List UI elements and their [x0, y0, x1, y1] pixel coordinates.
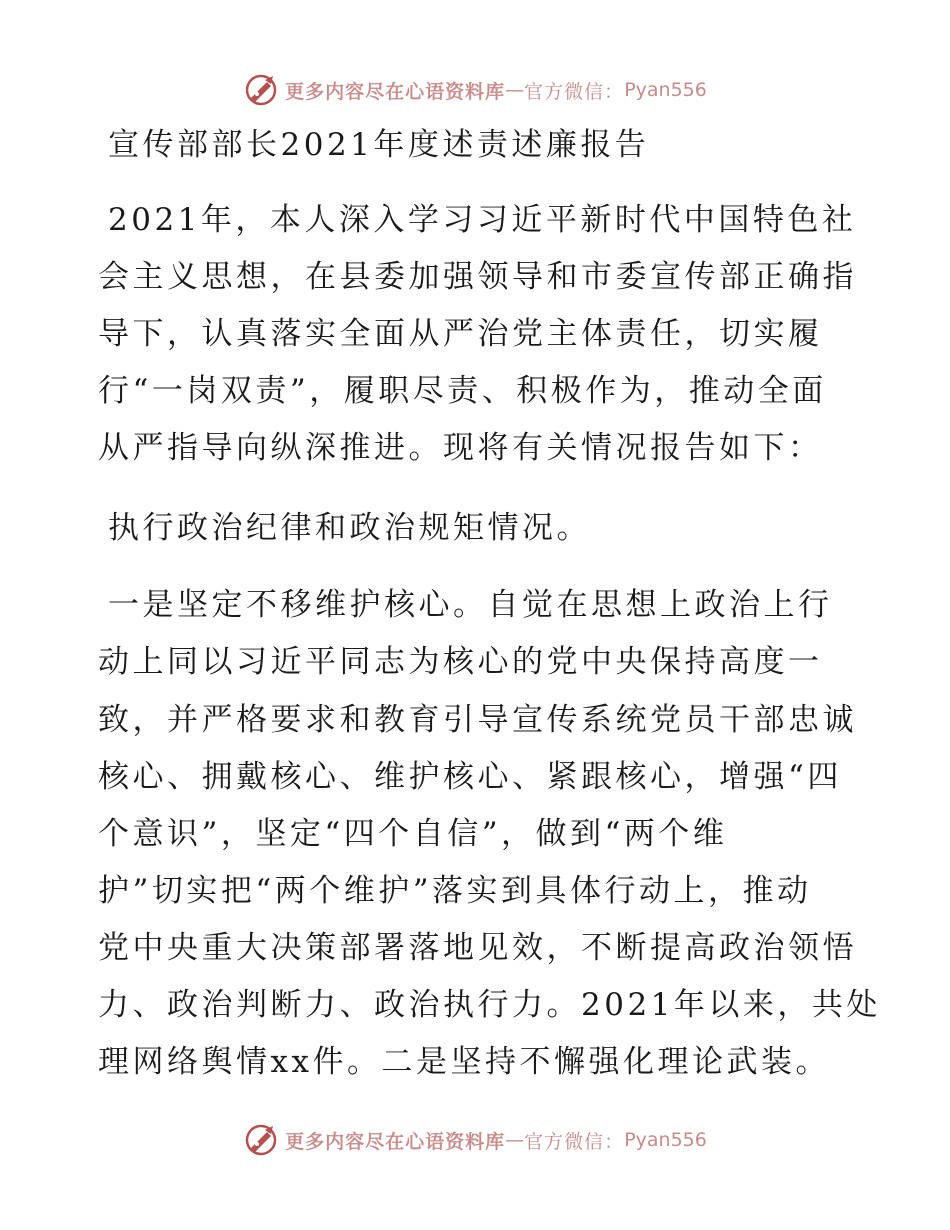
paragraph-line: 一是坚定不移维护核心。自觉在思想上政治上行 — [108, 587, 833, 623]
paragraph-line: 导下，认真落实全面从严治党主体责任，切实履 — [98, 316, 823, 352]
watermark-id: Pyan556 — [624, 1129, 707, 1151]
paragraph-line: 理网络舆情xx件。二是坚持不懈强化理论武装。 — [98, 1044, 830, 1080]
paragraph-line: 护”切实把“两个维护”落实到具体行动上，推动 — [98, 873, 812, 909]
pen-nib-logo-icon — [243, 72, 279, 108]
watermark-id: Pyan556 — [624, 79, 707, 101]
paragraph-line: 党中央重大决策部署落地见效，不断提高政治领悟 — [98, 930, 857, 966]
watermark-text — [285, 77, 707, 104]
watermark-main-text: 更多内容尽在心语资料库 — [285, 1130, 506, 1153]
paragraph-line: 行“一岗双责”，履职尽责、积极作为，推动全面 — [98, 373, 827, 409]
paragraph-line: 会主义思想，在县委加强领导和市委宣传部正确指 — [98, 259, 857, 295]
watermark-main-text: 更多内容尽在心语资料库 — [285, 80, 506, 103]
paragraph-line: 个意识”，坚定“四个自信”，做到“两个维 — [98, 816, 728, 852]
paragraph-line: 从严指导向纵深推进。现将有关情况报告如下： — [98, 430, 823, 466]
watermark-text — [285, 1127, 707, 1154]
watermark-separator: — — [505, 79, 525, 101]
section-heading: 执行政治纪律和政治规矩情况。 — [108, 510, 591, 546]
pen-nib-logo-icon — [243, 1122, 279, 1158]
paragraph-line: 动上同以习近平同志为核心的党中央保持高度一 — [98, 644, 823, 680]
document-title: 宣传部部长2021年度述责述廉报告 — [108, 127, 650, 163]
watermark-label: 官方微信： — [524, 80, 625, 103]
paragraph-line: 核心、拥戴核心、维护核心、紧跟核心，增强“四 — [98, 759, 842, 795]
watermark-footer — [0, 1120, 950, 1160]
paragraph-line: 力、政治判断力、政治执行力。2021年以来，共处 — [98, 987, 881, 1023]
paragraph-line: 致，并严格要求和教育引导宣传系统党员干部忠诚 — [98, 702, 857, 738]
watermark-header — [0, 70, 950, 110]
paragraph-line: 2021年，本人深入学习习近平新时代中国特色社 — [108, 202, 857, 238]
watermark-separator: — — [505, 1129, 525, 1151]
watermark-label: 官方微信： — [524, 1130, 625, 1153]
